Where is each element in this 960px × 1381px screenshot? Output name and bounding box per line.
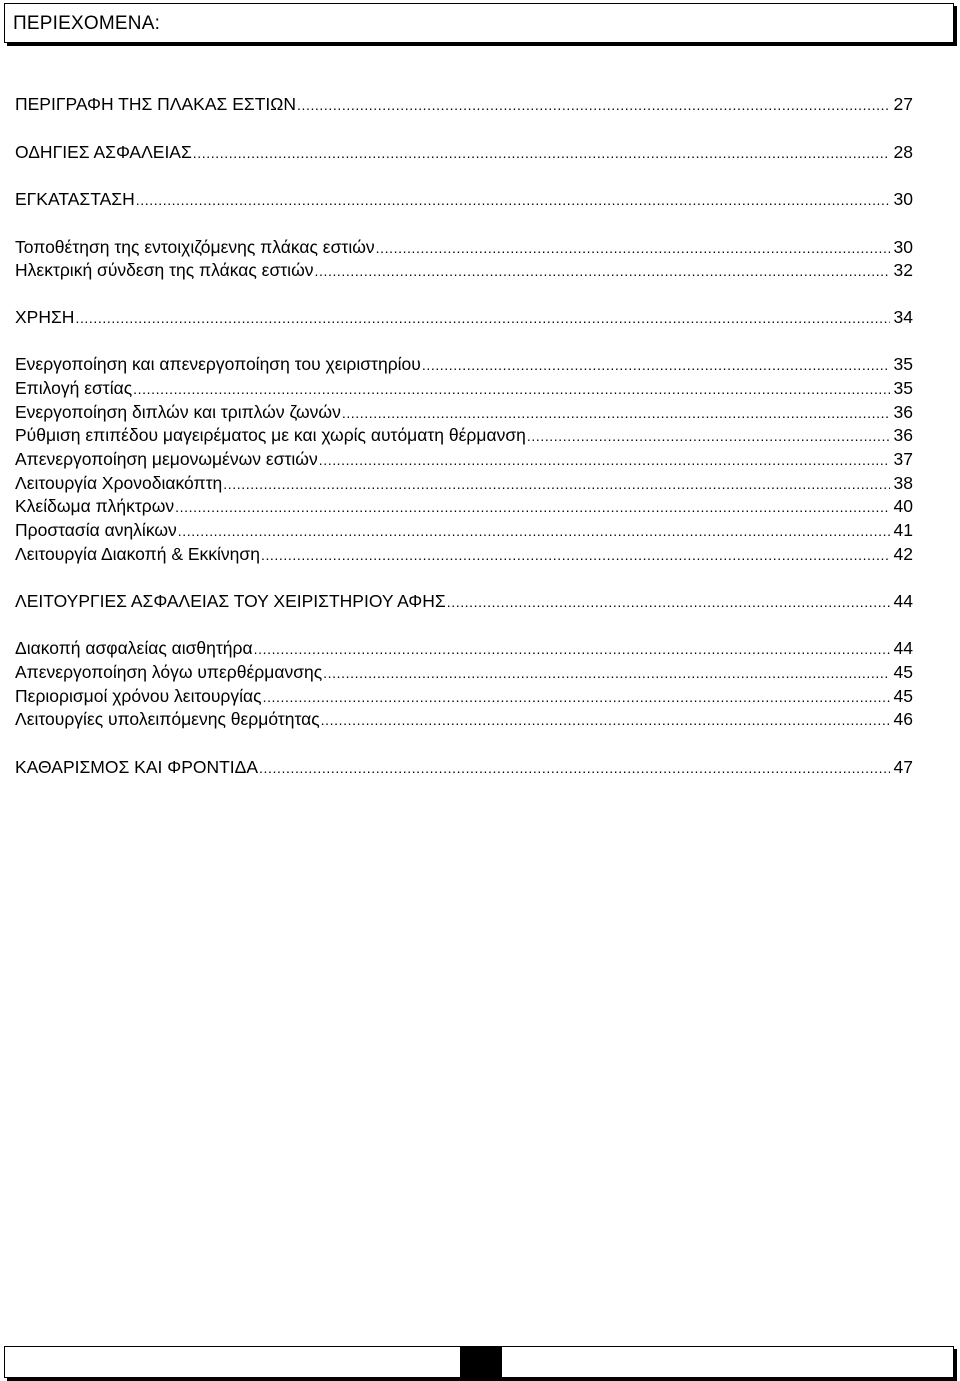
toc-entry-label: Λειτουργίες υπολειπόμενης θερμότητας	[15, 709, 320, 729]
toc-leader-dots	[422, 354, 890, 376]
toc-entry[interactable]	[15, 141, 913, 163]
toc-leader-dots	[259, 757, 889, 779]
toc-entry-label: ΠΕΡΙΓΡΑΦΗ ΤΗΣ ΠΛΑΚΑΣ ΕΣΤΙΩΝ	[15, 94, 296, 114]
toc-entry-page: 42	[893, 544, 913, 564]
toc-leader-dots	[193, 142, 890, 164]
toc-entry-page: 44	[893, 591, 913, 611]
toc-entry-label: ΧΡΗΣΗ	[15, 307, 75, 327]
toc-entry-page: 44	[893, 638, 913, 658]
toc-entry[interactable]	[15, 472, 913, 494]
page-marker	[460, 1347, 502, 1377]
page-title: ΠΕΡΙΕΧΟΜΕΝΑ:	[13, 13, 161, 34]
toc-entry[interactable]	[15, 708, 913, 730]
toc-leader-dots	[178, 520, 890, 542]
toc-entry-label: Ηλεκτρική σύνδεση της πλάκας εστιών	[15, 260, 314, 280]
toc-leader-dots	[342, 402, 890, 424]
toc-entry[interactable]	[15, 259, 913, 281]
toc-leader-dots	[319, 449, 890, 471]
toc-entry[interactable]	[15, 685, 913, 707]
toc-entry-label: Προστασία ανηλίκων	[15, 520, 177, 540]
toc-entry[interactable]	[15, 495, 913, 517]
toc-entry-page: 46	[893, 709, 913, 729]
toc-entry[interactable]	[15, 661, 913, 683]
toc-entry[interactable]	[15, 543, 913, 565]
toc-leader-dots	[75, 307, 889, 329]
toc-leader-dots	[175, 496, 889, 518]
toc-entry-page: 27	[893, 94, 913, 114]
toc-leader-dots	[261, 544, 890, 566]
toc-leader-dots	[297, 94, 890, 116]
header-box	[4, 3, 954, 43]
toc-entry-page: 41	[893, 520, 913, 540]
toc-entry-label: Ενεργοποίηση διπλών και τριπλών ζωνών	[15, 402, 341, 422]
toc-entry-label: Περιορισμοί χρόνου λειτουργίας	[15, 686, 262, 706]
toc-entry-label: Απενεργοποίηση λόγω υπερθέρμανσης	[15, 662, 323, 682]
toc-entry[interactable]	[15, 236, 913, 258]
toc-entry[interactable]	[15, 448, 913, 470]
toc-leader-dots	[447, 591, 890, 613]
toc-entry[interactable]	[15, 424, 913, 446]
toc-entry-page: 30	[893, 237, 913, 257]
toc-entry-page: 35	[893, 354, 913, 374]
toc-entry[interactable]	[15, 93, 913, 115]
toc-leader-dots	[527, 425, 890, 447]
toc-entry-label: Απενεργοποίηση μεμονωμένων εστιών	[15, 449, 318, 469]
toc-entry-page: 47	[893, 757, 913, 777]
toc-entry-label: Τοποθέτηση της εντοιχιζόμενης πλάκας εστιών	[15, 237, 375, 257]
toc-entry[interactable]	[15, 377, 913, 399]
toc-entry[interactable]	[15, 590, 913, 612]
toc-entry-label: Ρύθμιση επιπέδου μαγειρέματος με και χωρίς αυτόματη θέρμανση	[15, 425, 526, 445]
toc-entry-page: 37	[893, 449, 913, 469]
toc-leader-dots	[321, 709, 890, 731]
toc-entry-label: ΚΑΘΑΡΙΣΜΟΣ ΚΑΙ ΦΡΟΝΤΙΔΑ	[15, 757, 259, 777]
toc-entry-label: Κλείδωμα πλήκτρων	[15, 496, 175, 516]
toc-entry-page: 35	[893, 378, 913, 398]
toc-entry-label: Επιλογή εστίας	[15, 378, 133, 398]
toc-entry-label: Διακοπή ασφαλείας αισθητήρα	[15, 638, 253, 658]
toc-entry-label: Λειτουργία Χρονοδιακόπτη	[15, 473, 223, 493]
toc-entry-label: Λειτουργία Διακοπή & Εκκίνηση	[15, 544, 260, 564]
toc-leader-dots	[323, 662, 889, 684]
toc-leader-dots	[136, 189, 890, 211]
toc-entry[interactable]	[15, 637, 913, 659]
toc-entry-page: 45	[893, 686, 913, 706]
toc-leader-dots	[254, 638, 890, 660]
toc-entry[interactable]	[15, 188, 913, 210]
toc-entry[interactable]	[15, 353, 913, 375]
toc-entry[interactable]	[15, 519, 913, 541]
toc-entry-page: 28	[893, 142, 913, 162]
toc-entry[interactable]	[15, 306, 913, 328]
toc-entry-page: 45	[893, 662, 913, 682]
toc-entry-page: 38	[893, 473, 913, 493]
toc-entry-page: 30	[893, 189, 913, 209]
toc-entry-page: 34	[893, 307, 913, 327]
toc-leader-dots	[223, 473, 889, 495]
toc-entry-page: 36	[893, 402, 913, 422]
toc-leader-dots	[314, 260, 889, 282]
toc-leader-dots	[376, 237, 890, 259]
toc-entry-page: 36	[893, 425, 913, 445]
toc-entry-label: ΕΓΚΑΤΑΣΤΑΣΗ	[15, 189, 135, 209]
toc-leader-dots	[263, 686, 890, 708]
toc-entry-label: ΟΔΗΓΙΕΣ ΑΣΦΑΛΕΙΑΣ	[15, 142, 192, 162]
toc-entry[interactable]	[15, 756, 913, 778]
toc-entry-label: ΛΕΙΤΟΥΡΓΙΕΣ ΑΣΦΑΛΕΙΑΣ ΤΟΥ ΧΕΙΡΙΣΤΗΡΙΟΥ ΑΦΗΣ	[15, 591, 446, 611]
footer-box	[4, 1346, 954, 1378]
toc-entry-page: 40	[893, 496, 913, 516]
toc-entry-page: 32	[893, 260, 913, 280]
toc-entry[interactable]	[15, 401, 913, 423]
toc-leader-dots	[133, 378, 889, 400]
toc-entry-label: Ενεργοποίηση και απενεργοποίηση του χειριστηρίου	[15, 354, 421, 374]
